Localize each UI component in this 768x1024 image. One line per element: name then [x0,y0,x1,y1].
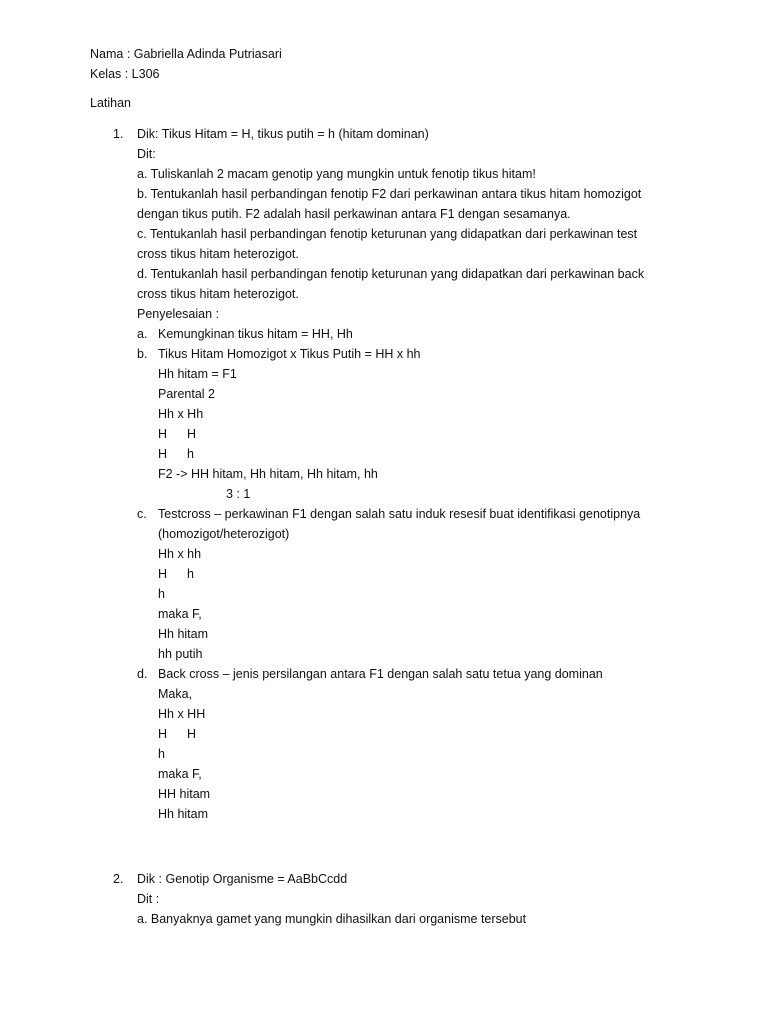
answer-d-text: Back cross – jenis persilangan antara F1 dengan salah satu tetua yang dominan [158,667,603,681]
answer-b-line: Hh hitam = F1 [158,367,237,381]
student-name: Nama : Gabriella Adinda Putriasari [90,47,282,61]
question-1-line: b. Tentukanlah hasil perbandingan fenotip F2 dari perkawinan antara tikus hitam homozigot [137,187,642,201]
question-1-line: d. Tentukanlah hasil perbandingan fenotip keturunan yang didapatkan dari perkawinan back [137,267,645,281]
answer-c-gamete: h [158,587,165,601]
answer-d-line: Hh x HH [158,707,206,721]
question-2-line: a. Banyaknya gamet yang mungkin dihasilkan dari organisme tersebut [137,912,527,926]
answer-d-gametes [158,726,196,742]
gamete: H [187,727,197,741]
question-2-number: 2. [113,872,124,886]
question-1-given: Dik: Tikus Hitam = H, tikus putih = h (hitam dominan) [137,127,429,141]
answer-c-line: maka F, [158,607,202,621]
question-2-asked: Dit : [137,892,160,906]
answer-c-cross: Hh x hh [158,547,202,561]
answer-c-line: Hh hitam [158,627,209,641]
solution-heading: Penyelesaian : [137,307,220,321]
answer-d-marker: d. [137,667,148,681]
answer-b-f2: F2 -> HH hitam, Hh hitam, Hh hitam, hh [158,467,378,481]
question-1-line: cross tikus hitam heterozigot. [137,247,299,261]
answer-d-line: maka F, [158,767,202,781]
gamete: h [187,447,194,461]
answer-a-marker: a. [137,327,148,341]
question-1-line: c. Tentukanlah hasil perbandingan fenotip keturunan yang didapatkan dari perkawinan test [137,227,638,241]
answer-b-gametes [158,426,196,442]
gamete: h [187,567,194,581]
answer-b-text: Tikus Hitam Homozigot x Tikus Putih = HH x hh [158,347,421,361]
answer-b-ratio: 3 : 1 [226,487,251,501]
student-class: Kelas : L306 [90,67,160,81]
answer-a-text: Kemungkinan tikus hitam = HH, Hh [158,327,353,341]
answer-d-line: Hh hitam [158,807,209,821]
answer-b-line: Hh x Hh [158,407,204,421]
question-1-line: dengan tikus putih. F2 adalah hasil perkawinan antara F1 dengan sesamanya. [137,207,571,221]
answer-c-line: hh putih [158,647,203,661]
question-1-asked: Dit: [137,147,156,161]
question-1-number: 1. [113,127,124,141]
gamete: H [187,427,197,441]
answer-c-marker: c. [137,507,147,521]
answer-d-line: Maka, [158,687,193,701]
gamete: H [158,567,168,581]
question-1-line: cross tikus hitam heterozigot. [137,287,299,301]
answer-d-line: HH hitam [158,787,211,801]
answer-c-gametes [158,566,194,582]
answer-b-gametes [158,446,194,462]
gamete: H [158,427,168,441]
answer-b-marker: b. [137,347,148,361]
document-title: Latihan [90,96,132,110]
question-2-given: Dik : Genotip Organisme = AaBbCcdd [137,872,348,886]
answer-c-text: (homozigot/heterozigot) [158,527,290,541]
answer-c-text: Testcross – perkawinan F1 dengan salah satu induk resesif buat identifikasi genotipnya [158,507,641,521]
gamete: H [158,727,168,741]
answer-d-gamete: h [158,747,165,761]
question-1-line: a. Tuliskanlah 2 macam genotip yang mungkin untuk fenotip tikus hitam! [137,167,536,181]
answer-b-line: Parental 2 [158,387,215,401]
gamete: H [158,447,168,461]
